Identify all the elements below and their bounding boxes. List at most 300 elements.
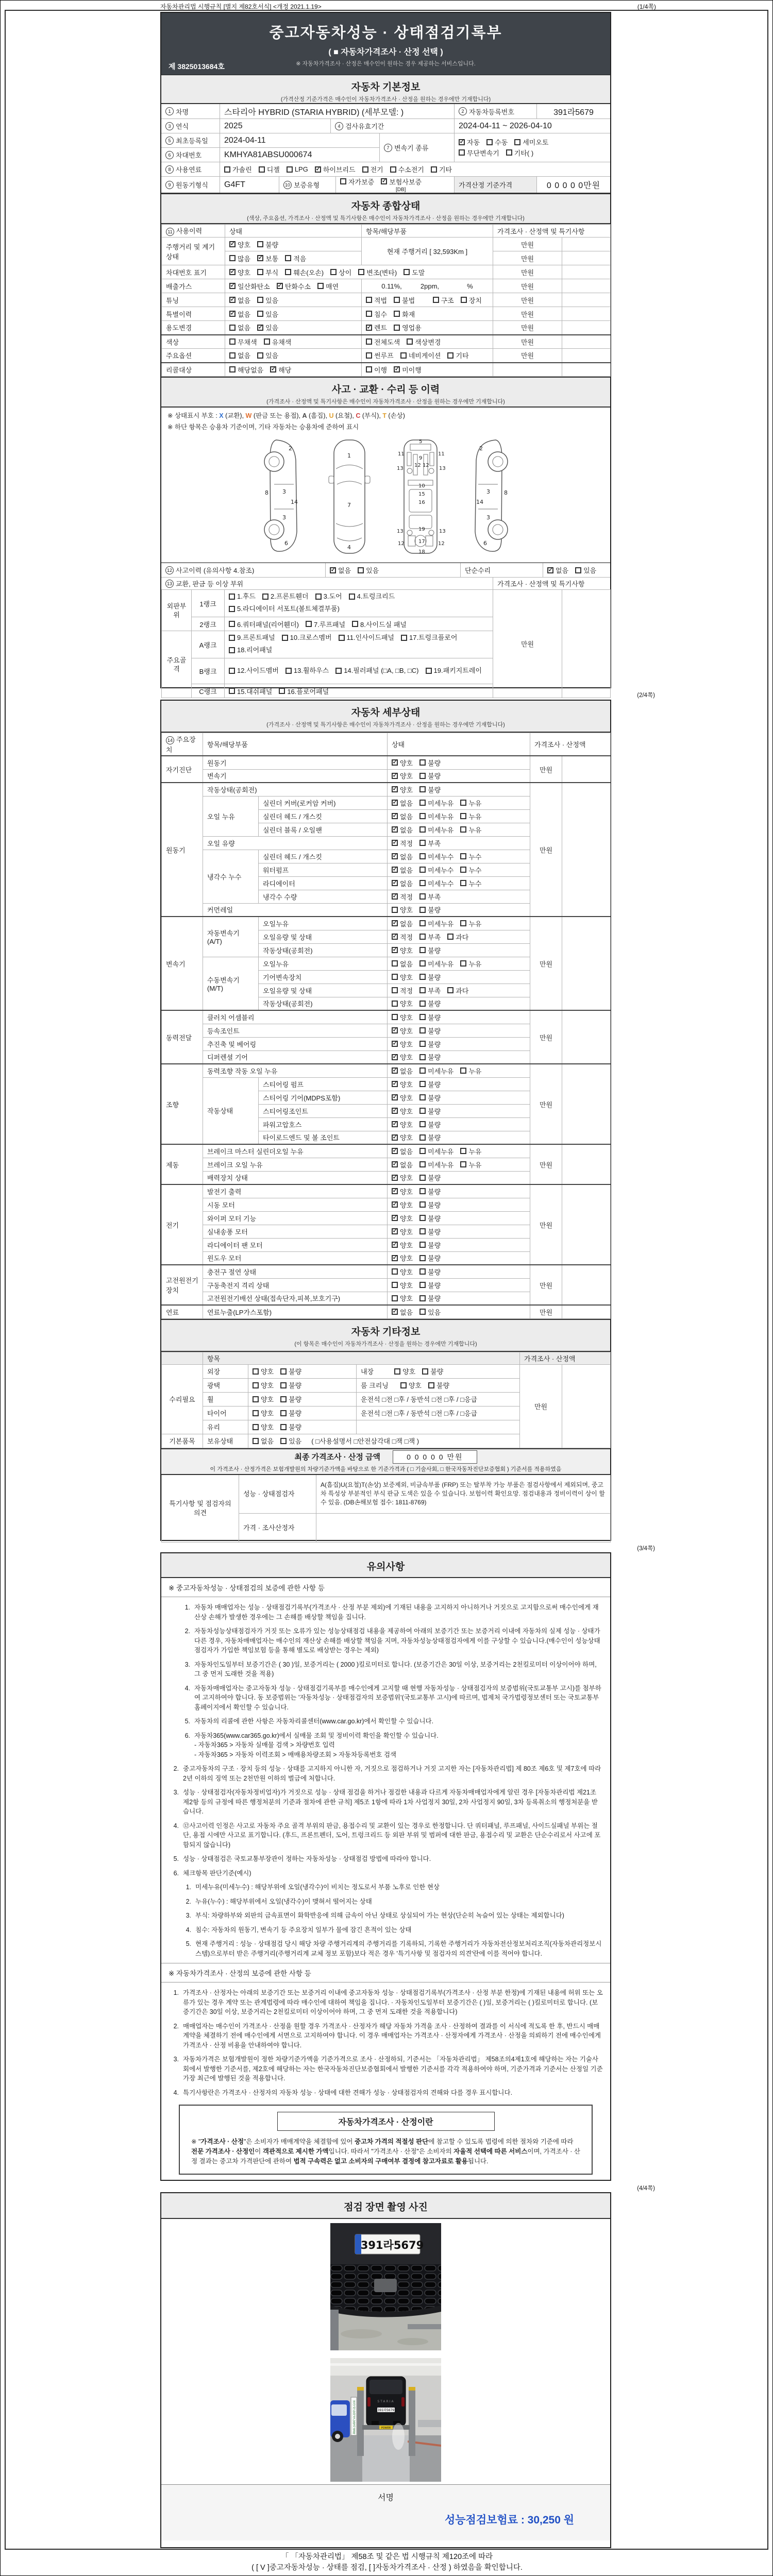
- option: [340, 177, 374, 187]
- checkbox-수동[interactable]: [486, 139, 493, 145]
- option-label: 양호: [238, 268, 251, 277]
- svg-text:8: 8: [503, 489, 508, 496]
- checkbox-양호[interactable]: [392, 1041, 398, 1047]
- option: [433, 295, 454, 305]
- option-label: 양호: [400, 1188, 413, 1196]
- option: [253, 1366, 274, 1376]
- checkbox-LPG[interactable]: [287, 166, 293, 173]
- option-label: 영업용: [402, 324, 422, 332]
- checkbox-양호[interactable]: [392, 1081, 398, 1087]
- status-options: [388, 1117, 530, 1131]
- svg-text:16: 16: [418, 500, 425, 505]
- checkbox-7.루프패널[interactable]: [306, 621, 312, 627]
- option-label: 탄화수소: [284, 282, 311, 291]
- checkbox-있음[interactable]: [280, 1438, 287, 1444]
- device-label: 동력전달: [162, 1010, 203, 1064]
- recall-label: 리콜대상: [162, 363, 225, 377]
- notice-item: 4. 자동차매매업자는 중고자동차 성능 · 상태점검기록부를 매수인에게 고지할 때 현행 자동차성능 · 상태점검자의 보증범위(국토교통부 고시)를 첨부하여 고지하여야 합니다. 동 보증범위는 '자동차성능 · 상태점검자의 보증범위'(국토교통부 고시)에 따르며, 법제처 국가법령정보센터 또는 국토교통부 홈페이지에서 확인할 수 있습니다.: [184, 1684, 601, 1711]
- checkbox-4.트렁크리드[interactable]: [349, 594, 355, 600]
- checkbox-수소전기[interactable]: [390, 166, 396, 173]
- checkbox-미세누수[interactable]: [419, 867, 426, 873]
- checkbox-자동[interactable]: [459, 139, 465, 145]
- checkbox-불량[interactable]: [419, 1041, 426, 1047]
- checkbox-없음[interactable]: [392, 880, 398, 886]
- checkbox-부족[interactable]: [419, 893, 426, 900]
- checkbox-불량[interactable]: [280, 1368, 287, 1375]
- checkbox-미세누유[interactable]: [419, 826, 426, 833]
- svg-text:3: 3: [486, 514, 490, 521]
- checkbox-누유[interactable]: [460, 1067, 466, 1074]
- detail-row: [162, 1265, 611, 1278]
- checkbox-있음[interactable]: [257, 325, 263, 331]
- comprehensive-table: [161, 224, 611, 377]
- option-label: LPG: [294, 165, 308, 173]
- svg-text:13: 13: [396, 529, 404, 534]
- status-options: [388, 1171, 530, 1184]
- notice-item: 1. 자동차 매매업자는 성능 · 상태점검기록부(가격조사 · 산정 부분 제외)에 기재된 내용을 고지하지 아니하거나 거짓으로 고지함으로써 매수인에게 재산상 손해가 발생한 경우에는 그 손해를 배상할 책임을 집니다.: [184, 1604, 599, 1621]
- checkbox-양호[interactable]: [253, 1396, 259, 1402]
- checkbox-화재[interactable]: [394, 311, 400, 317]
- option: [229, 337, 257, 347]
- checkbox-18.리어패널[interactable]: [229, 647, 235, 653]
- checkbox-양호[interactable]: [392, 786, 398, 792]
- checkbox-없음[interactable]: [392, 1067, 398, 1074]
- checkbox-유채색[interactable]: [264, 338, 270, 345]
- checkbox-많음[interactable]: [229, 255, 236, 261]
- inspection-photo-1: [161, 2219, 610, 2353]
- option: [392, 1079, 413, 1089]
- checkbox-미이행[interactable]: [394, 366, 400, 372]
- color-label: 색상: [162, 335, 225, 349]
- price-note-cell: [562, 1265, 611, 1305]
- checkbox-기타[interactable]: [447, 352, 453, 359]
- checkbox-8.사이드실 패널[interactable]: [352, 621, 358, 627]
- checkbox-없음[interactable]: [330, 567, 336, 573]
- checkbox-가솔린[interactable]: [224, 166, 230, 173]
- checkbox-없음[interactable]: [392, 867, 398, 873]
- checkbox-불법[interactable]: [394, 297, 400, 303]
- checkbox-미세누유[interactable]: [419, 1148, 426, 1154]
- checkbox-불량[interactable]: [419, 1228, 426, 1234]
- checkbox-보통[interactable]: [257, 255, 263, 261]
- tire-options: [248, 1406, 357, 1420]
- checkbox-불량[interactable]: [419, 773, 426, 779]
- checkbox-불량[interactable]: [280, 1410, 287, 1416]
- checkbox-19.패키지트레이[interactable]: [426, 668, 432, 674]
- option: [253, 1380, 274, 1390]
- svg-text:11: 11: [438, 451, 445, 457]
- checkbox-불량[interactable]: [419, 1027, 426, 1033]
- checkbox-적정[interactable]: [392, 893, 398, 900]
- checkbox-불량[interactable]: [419, 1001, 426, 1007]
- status-options: [388, 970, 530, 984]
- option: [229, 665, 279, 676]
- checkbox-17.트렁크플로어[interactable]: [401, 635, 407, 641]
- checkbox-해당[interactable]: [270, 366, 276, 372]
- checkbox-3.도어[interactable]: [315, 594, 322, 600]
- year-label: 3 연식: [161, 119, 220, 133]
- checkbox-13.휠하우스[interactable]: [285, 668, 292, 674]
- checkbox-9.프론트패널[interactable]: [229, 635, 235, 641]
- option: [229, 632, 275, 643]
- checkbox-색상변경[interactable]: [407, 338, 413, 345]
- checkbox-없음[interactable]: [392, 853, 398, 859]
- notice-item: 3. 자동차가격은 보험개발원이 정한 차량기준가액을 기준가격으로 조사 · 산정하되, 기준서는 「자동차관리법」 제58조의4제1호에 해당하는 자는 기술사회에서 발행한 기준서를, 제2호에 해당하는 자는 한국자동차진단보증협회에서 발행한 기준서를 각각 적용하여야 하며, 기준가격과 기준서는 산정일 기준 가장 최근에 발행된 것을 적용합니다.: [173, 2056, 603, 2082]
- checkbox-양호[interactable]: [392, 759, 398, 766]
- checkbox-없음[interactable]: [229, 352, 236, 359]
- option-label: 불량: [289, 1423, 302, 1431]
- checkbox-1.후드[interactable]: [229, 594, 235, 600]
- checkbox-이행[interactable]: [366, 366, 372, 372]
- checkbox-2.프론트휀더[interactable]: [262, 594, 268, 600]
- checkbox-적정[interactable]: [392, 987, 398, 993]
- checkbox-없음[interactable]: [392, 800, 398, 806]
- checkbox-없음[interactable]: [253, 1438, 259, 1444]
- checkbox-없음[interactable]: [229, 297, 236, 303]
- checkbox-12.사이드멤버[interactable]: [229, 668, 235, 674]
- checkbox-전기[interactable]: [362, 166, 368, 173]
- checkbox-과다[interactable]: [447, 987, 453, 993]
- checkbox-양호[interactable]: [392, 1027, 398, 1033]
- checkbox-양호[interactable]: [392, 907, 398, 913]
- checkbox-양호[interactable]: [229, 241, 236, 247]
- checkbox-적정[interactable]: [392, 840, 398, 846]
- checkbox-양호[interactable]: [394, 1368, 400, 1375]
- option-label: 불량: [428, 1107, 441, 1115]
- checkbox-6.쿼터패널(리어휀더)[interactable]: [229, 621, 235, 627]
- checkbox-불량[interactable]: [419, 974, 426, 980]
- checkbox-양호[interactable]: [253, 1424, 259, 1430]
- option-label: 양호: [400, 1013, 413, 1022]
- option: [392, 811, 413, 821]
- checkbox-양호[interactable]: [392, 1215, 398, 1221]
- checkbox-불량[interactable]: [419, 759, 426, 766]
- checkbox-자가보증[interactable]: [340, 178, 346, 184]
- page-4: [160, 2192, 611, 2548]
- checkbox-불량[interactable]: [419, 1134, 426, 1141]
- option: [392, 1066, 413, 1076]
- checkbox-양호[interactable]: [392, 1228, 398, 1234]
- checkbox-무채색[interactable]: [229, 338, 236, 345]
- checkbox-11.인사이드패널[interactable]: [339, 635, 345, 641]
- wheel-label: 휠: [203, 1392, 248, 1406]
- option-label: 없음: [238, 324, 251, 332]
- checkbox-불량[interactable]: [280, 1396, 287, 1402]
- checkbox-누유[interactable]: [460, 826, 466, 833]
- checkbox-상이[interactable]: [330, 269, 337, 275]
- checkbox-부족[interactable]: [419, 987, 426, 993]
- checkbox-렌트[interactable]: [366, 325, 372, 331]
- checkbox-없음[interactable]: [392, 1161, 398, 1167]
- checkbox-불량[interactable]: [419, 1188, 426, 1194]
- option-label: 양호: [261, 1396, 274, 1403]
- checkbox-있음[interactable]: [358, 567, 364, 573]
- checkbox-누유[interactable]: [460, 920, 466, 926]
- option-label: 미세누수: [428, 853, 454, 861]
- svg-text:6: 6: [284, 540, 288, 547]
- checkbox-누유[interactable]: [460, 1148, 466, 1154]
- checkbox-양호[interactable]: [392, 1282, 398, 1288]
- option: [392, 1267, 413, 1277]
- option: [392, 919, 413, 928]
- checkbox-불량[interactable]: [419, 907, 426, 913]
- item-label: 스티어링 기어(MDPS포함): [259, 1091, 388, 1104]
- option: [447, 932, 468, 942]
- checkbox-양호[interactable]: [392, 1134, 398, 1141]
- checkbox-없음[interactable]: [392, 1309, 398, 1315]
- option-label: 불량: [428, 1094, 441, 1102]
- status-options: [388, 809, 530, 823]
- checkbox-변조(변타)[interactable]: [358, 269, 364, 275]
- checkbox-미세누유[interactable]: [419, 800, 426, 806]
- checkbox-장치[interactable]: [461, 297, 467, 303]
- checkbox-있음[interactable]: [257, 352, 263, 359]
- item-label: 실린더 헤드 / 개스킷: [259, 850, 388, 863]
- checkbox-기타( )[interactable]: [506, 149, 512, 156]
- checkbox-적음[interactable]: [285, 255, 291, 261]
- price-note-cell: [562, 783, 611, 917]
- engine-type-label: 9 원동기형식: [161, 177, 220, 193]
- svg-text:7: 7: [347, 502, 351, 509]
- checkbox-16.플로어패널[interactable]: [279, 688, 285, 694]
- checkbox-누유[interactable]: [460, 813, 466, 819]
- checkbox-있음[interactable]: [575, 567, 581, 573]
- checkbox-부족[interactable]: [419, 840, 426, 846]
- checkbox-불량[interactable]: [419, 1108, 426, 1114]
- checkbox-미세누유[interactable]: [419, 920, 426, 926]
- checkbox-불량[interactable]: [419, 1242, 426, 1248]
- checkbox-없음[interactable]: [547, 567, 553, 573]
- checkbox-미세누수[interactable]: [419, 853, 426, 859]
- checkbox-양호[interactable]: [392, 1054, 398, 1060]
- col-use-history: 11 사용이력: [162, 225, 225, 238]
- checkbox-적정[interactable]: [392, 934, 398, 940]
- checkbox-하이브리드[interactable]: [315, 166, 321, 173]
- option-label: 불량: [428, 1255, 441, 1263]
- checkbox-매연[interactable]: [317, 283, 324, 289]
- option: [422, 1366, 443, 1376]
- checkbox-양호[interactable]: [392, 947, 398, 953]
- checkbox-양호[interactable]: [392, 1188, 398, 1194]
- option: [229, 686, 272, 696]
- option-label: 렌트: [374, 324, 388, 332]
- checkbox-양호[interactable]: [392, 974, 398, 980]
- accident-note2: ※ 하단 항목은 승용차 기준이며, 기타 자동차는 승용차에 준하여 표시: [167, 423, 359, 431]
- option-label: 훼손(오손): [293, 268, 324, 277]
- checkbox-불량[interactable]: [419, 1121, 426, 1127]
- checkbox-불량[interactable]: [419, 1295, 426, 1301]
- option: [392, 878, 413, 888]
- checkbox-훼손(오손)[interactable]: [285, 269, 291, 275]
- checkbox-불량[interactable]: [422, 1368, 428, 1375]
- checkbox-불량[interactable]: [280, 1424, 287, 1430]
- option-label: 없음: [400, 812, 413, 821]
- checkbox-불량[interactable]: [280, 1382, 287, 1388]
- checkbox-불량[interactable]: [419, 1081, 426, 1087]
- svg-text:13: 13: [439, 529, 446, 534]
- about-price-text: ※ "가격조사 · 산정"은 소비자가 매매계약을 체결함에 있어 중고차 가격의 적절성 판단에 참고할 수 있도록 법령에 의한 절차와 기준에 따라 전문 가격조사 · 산정인이 객관적으로 제시한 가액입니다. 따라서 "가격조사 · 산정"은 소비자의 자율적 선택에 따른 서비스이며, 가격조사 · 산정 결과는 중고차 가격판단에 관하여 법적 구속력은 없고 소비자의 구매여부 결정에 참고자료로 활용됩니다.: [191, 2138, 580, 2165]
- checkbox-있음[interactable]: [257, 311, 263, 317]
- checkbox-부식[interactable]: [257, 269, 263, 275]
- col-price: 가격조사 · 산정액 및 특기사항: [493, 225, 611, 238]
- final-price-block: [161, 1448, 610, 1474]
- rank1-items: [225, 590, 493, 617]
- checkbox-양호[interactable]: [392, 1094, 398, 1100]
- checkbox-양호[interactable]: [253, 1382, 259, 1388]
- device-label: 제동: [162, 1144, 203, 1184]
- checkbox-양호[interactable]: [392, 1201, 398, 1208]
- item-label: 브레이크 오일 누유: [203, 1158, 388, 1171]
- checkbox-없음[interactable]: [392, 920, 398, 926]
- checkbox-전체도색[interactable]: [366, 338, 372, 345]
- checkbox-14.필러패널 (□A, □B, □C)[interactable]: [335, 668, 342, 674]
- checkbox-5.라디에이터 서포트(볼트체결부품)[interactable]: [229, 606, 235, 612]
- checkbox-무단변속기[interactable]: [459, 149, 465, 156]
- checkbox-불량[interactable]: [419, 1201, 426, 1208]
- checkbox-15.대쉬패널[interactable]: [229, 688, 235, 694]
- checkbox-미세누유[interactable]: [419, 1067, 426, 1074]
- interior-cell: 내장 양호 불량: [357, 1364, 520, 1378]
- checkbox-탄화수소[interactable]: [277, 283, 283, 289]
- option-label: 미세누유: [428, 920, 454, 928]
- item-label: 작동상태(공회전): [203, 783, 388, 796]
- device-label: 연료: [162, 1305, 203, 1318]
- option: [392, 1106, 413, 1116]
- option-label: 기타: [439, 166, 452, 174]
- car-diagram-area: [161, 431, 610, 563]
- option: [280, 1394, 301, 1404]
- checkbox-양호[interactable]: [229, 269, 236, 275]
- checkbox-영업용[interactable]: [394, 325, 400, 331]
- checkbox-양호[interactable]: [392, 1255, 398, 1261]
- checkbox-일산화탄소[interactable]: [229, 283, 236, 289]
- checkbox-네비게이션[interactable]: [400, 352, 407, 359]
- option-label: 있음: [265, 296, 279, 304]
- checkbox-양호[interactable]: [400, 1382, 407, 1388]
- checkbox-부족[interactable]: [419, 934, 426, 940]
- page-marker-3: (3/4쪽): [637, 1546, 655, 1552]
- option-label: 미세누수: [428, 879, 454, 888]
- other-info-table: [161, 1352, 611, 1448]
- checkbox-양호[interactable]: [253, 1410, 259, 1416]
- exterior-options: [248, 1364, 357, 1378]
- checkbox-양호[interactable]: [253, 1368, 259, 1375]
- checkbox-양호[interactable]: [392, 1295, 398, 1301]
- checkbox-없음[interactable]: [392, 960, 398, 967]
- checkbox-불량[interactable]: [419, 786, 426, 792]
- checkbox-불량[interactable]: [419, 1268, 426, 1275]
- option-label: 보험사보증: [389, 178, 422, 186]
- checkbox-구조[interactable]: [433, 297, 439, 303]
- option-label: 적법: [374, 296, 388, 304]
- option-label: 하이브리드: [323, 166, 356, 174]
- checkbox-양호[interactable]: [392, 1108, 398, 1114]
- checkbox-양호[interactable]: [392, 1121, 398, 1127]
- signature-label[interactable]: 서명: [378, 2494, 394, 2502]
- checkbox-있음[interactable]: [257, 297, 263, 303]
- status-options: [388, 943, 530, 957]
- rank-price: 만원: [493, 590, 562, 698]
- checkbox-불량[interactable]: [419, 1094, 426, 1100]
- checkbox-불량[interactable]: [257, 241, 263, 247]
- checkbox-미세누유[interactable]: [419, 960, 426, 967]
- checkbox-적법[interactable]: [366, 297, 372, 303]
- checkbox-디젤[interactable]: [259, 166, 265, 173]
- checkbox-없음[interactable]: [392, 1148, 398, 1154]
- checkbox-양호[interactable]: [392, 1001, 398, 1007]
- option: [392, 1026, 413, 1036]
- option-label: 상이: [339, 268, 352, 277]
- checkbox-썬루프[interactable]: [366, 352, 372, 359]
- checkbox-누유[interactable]: [460, 800, 466, 806]
- checkbox-양호[interactable]: [392, 773, 398, 779]
- checkbox-양호[interactable]: [392, 1175, 398, 1181]
- checkbox-기타[interactable]: [431, 166, 437, 173]
- option: [317, 281, 339, 291]
- checkbox-없음[interactable]: [392, 826, 398, 833]
- option-label: 불량: [428, 1013, 441, 1022]
- checkbox-미세누수[interactable]: [419, 880, 426, 886]
- rankB-items: [225, 658, 493, 684]
- checkbox-없음[interactable]: [392, 813, 398, 819]
- checkbox-누수[interactable]: [460, 880, 466, 886]
- final-price-label: 최종 가격조사 · 산정 금액: [294, 1453, 381, 1462]
- checkbox-불량[interactable]: [428, 1382, 434, 1388]
- checkbox-누유[interactable]: [460, 960, 466, 967]
- checkbox-양호[interactable]: [392, 1242, 398, 1248]
- option-label: 부족: [428, 839, 441, 848]
- checkbox-불량[interactable]: [419, 1255, 426, 1261]
- checkbox-불량[interactable]: [419, 1215, 426, 1221]
- option-label: 불법: [402, 296, 415, 304]
- checkbox-불량[interactable]: [419, 1014, 426, 1020]
- price-note-cell: [562, 1010, 611, 1064]
- checkbox-과다[interactable]: [447, 934, 453, 940]
- checkbox-10.크로스멤버[interactable]: [282, 635, 288, 641]
- checkbox-없음[interactable]: [229, 311, 236, 317]
- checkbox-세미오토[interactable]: [514, 139, 520, 145]
- valid-label: 4 검사유효기간: [330, 119, 454, 133]
- checkbox-누유[interactable]: [460, 1161, 466, 1167]
- footer-line1: 「 「자동차관리법」 제58조 및 같은 법 시행규칙 제120조에 따라: [281, 2553, 493, 2561]
- checkbox-불량[interactable]: [419, 1175, 426, 1181]
- checkbox-미세누유[interactable]: [419, 813, 426, 819]
- checkbox-해당없음[interactable]: [229, 366, 236, 372]
- option: [358, 267, 397, 277]
- checkbox-있음[interactable]: [419, 1309, 426, 1315]
- option-label: 미세누유: [428, 960, 454, 968]
- checkbox-침수[interactable]: [366, 311, 372, 317]
- option: [419, 758, 441, 768]
- checkbox-미세누유[interactable]: [419, 1161, 426, 1167]
- checkbox-양호[interactable]: [392, 1014, 398, 1020]
- price-cell: 만원: [530, 1265, 562, 1305]
- checkbox-양호[interactable]: [392, 1268, 398, 1275]
- mileage-label: 주행거리 및 계기상태: [162, 238, 225, 265]
- option: [392, 1173, 413, 1182]
- checkbox-불량[interactable]: [419, 1054, 426, 1060]
- checkbox-불량[interactable]: [419, 1282, 426, 1288]
- checkbox-도말[interactable]: [404, 269, 410, 275]
- checkbox-보험사보증[interactable]: [381, 178, 387, 184]
- checkbox-불량[interactable]: [419, 947, 426, 953]
- checkbox-누수[interactable]: [460, 853, 466, 859]
- item-label: 연료누출(LP가스포함): [203, 1305, 388, 1318]
- option: [229, 645, 272, 656]
- option: [460, 919, 481, 928]
- checkbox-누수[interactable]: [460, 867, 466, 873]
- checkbox-없음[interactable]: [229, 325, 236, 331]
